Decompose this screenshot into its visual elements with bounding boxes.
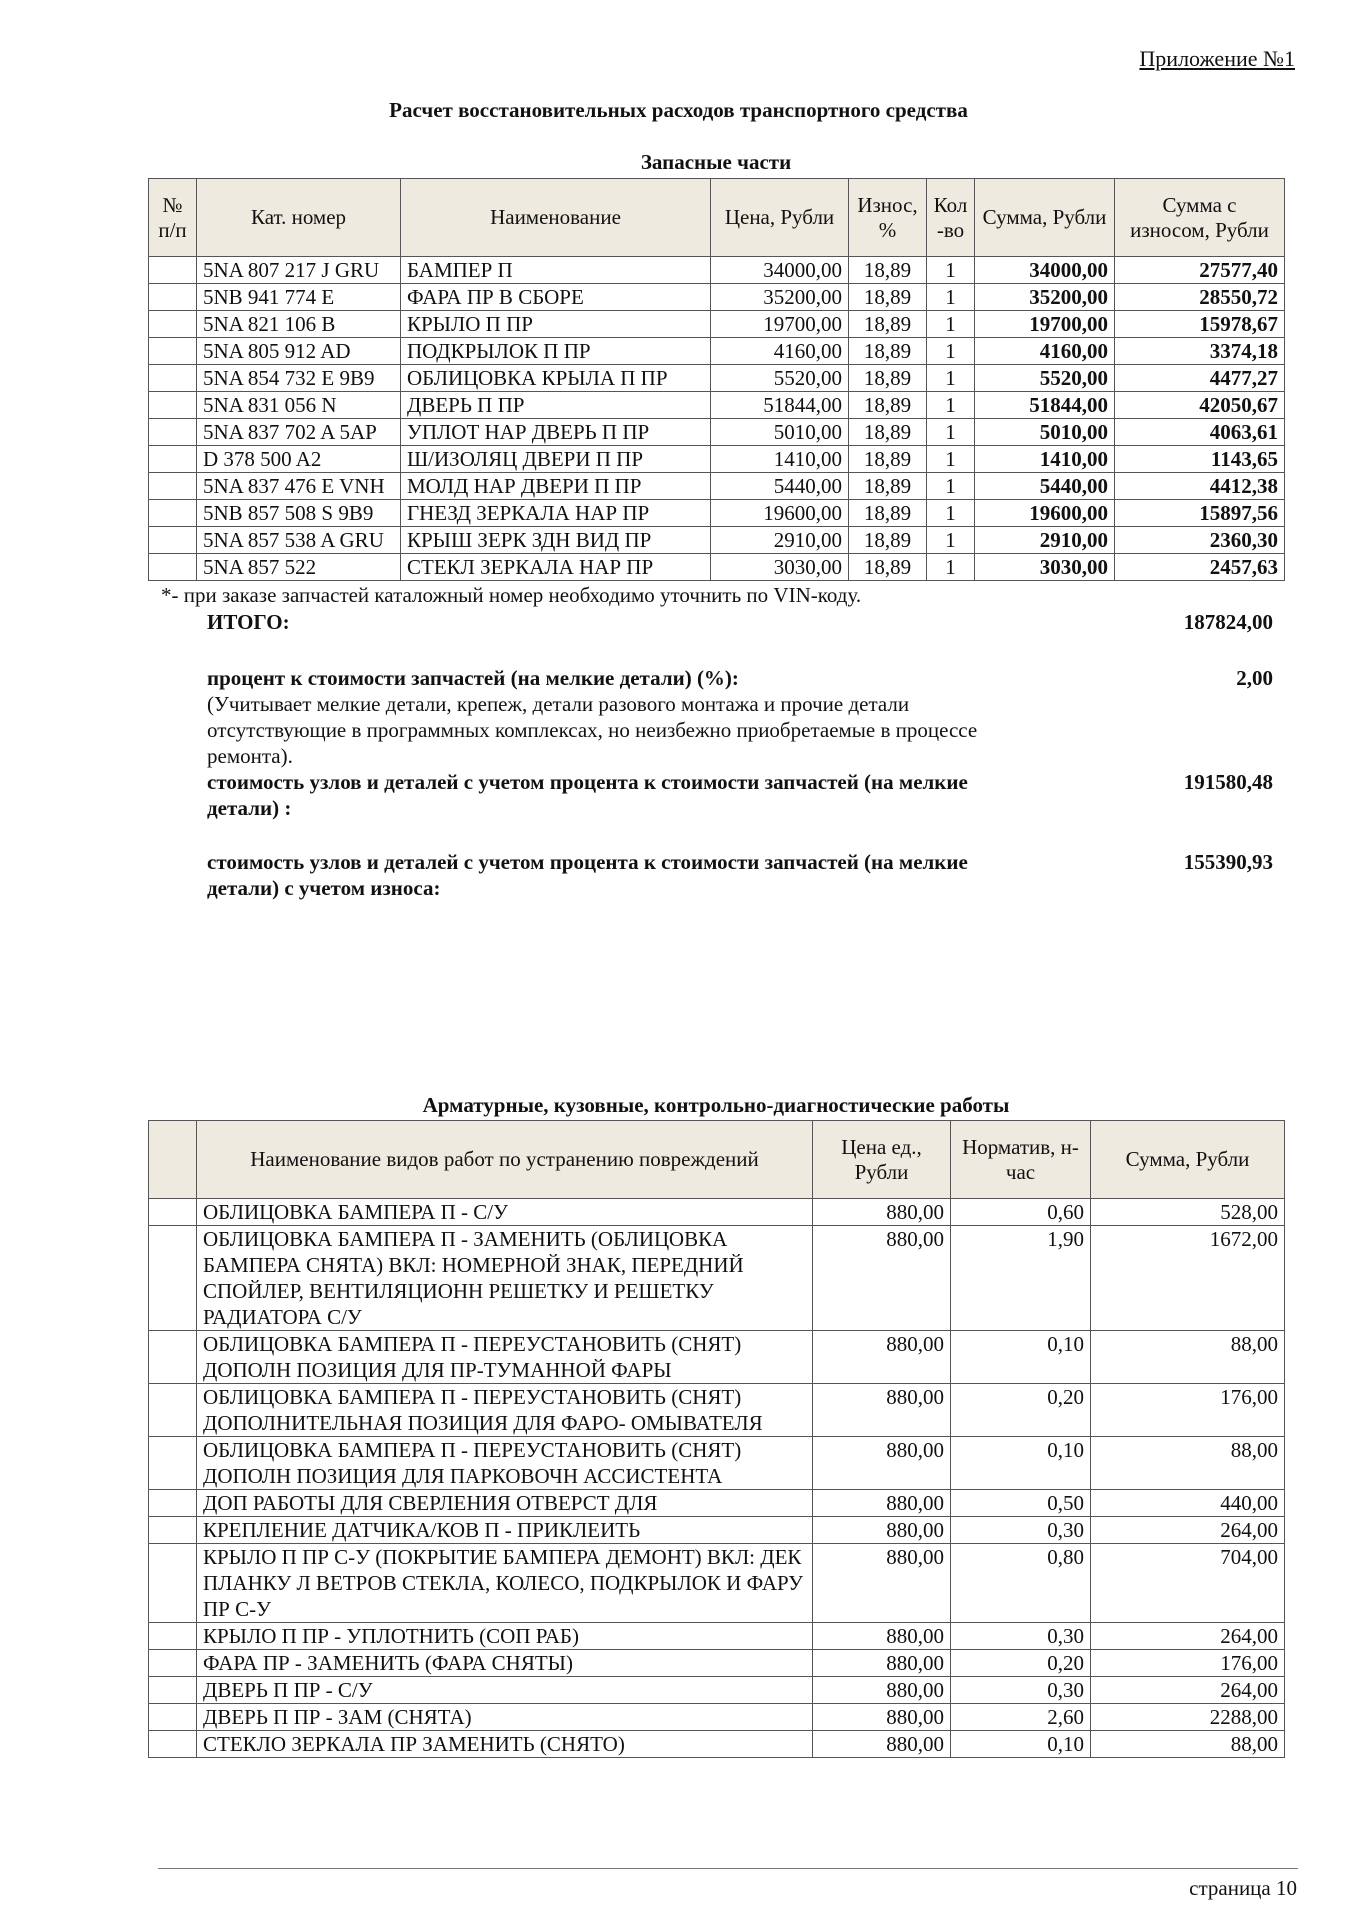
parts-cell-qty: 1 — [927, 257, 975, 284]
parts-cell-price: 3030,00 — [711, 554, 849, 581]
works-header-row — [149, 1121, 1285, 1199]
parts-cell-name: МОЛД НАР ДВЕРИ П ПР — [401, 473, 711, 500]
works-cell-blank — [149, 1490, 197, 1517]
works-cell-sum: 176,00 — [1091, 1650, 1285, 1677]
works-cell-name: ОБЛИЦОВКА БАМПЕРА П - ПЕРЕУСТАНОВИТЬ (СНЯТ) ДОПОЛН ПОЗИЦИЯ ДЛЯ ПР-ТУМАННОЙ ФАРЫ — [197, 1331, 813, 1384]
works-cell-name: ОБЛИЦОВКА БАМПЕРА П - ПЕРЕУСТАНОВИТЬ (СНЯТ) ДОПОЛН ПОЗИЦИЯ ДЛЯ ПАРКОВОЧН АССИСТЕНТА — [197, 1437, 813, 1490]
parts-cell-sum: 5520,00 — [975, 365, 1115, 392]
parts-cell-price: 4160,00 — [711, 338, 849, 365]
works-cell-name: КРЫЛО П ПР - УПЛОТНИТЬ (СОП РАБ) — [197, 1623, 813, 1650]
percent-note: (Учитывает мелкие детали, крепеж, детали разового монтажа и прочие детали отсутствующие в программных комплексах, но неизбежно приобретаемые в процессе ремонта). — [207, 692, 978, 768]
parts-footnote: *- при заказе запчастей каталожный номер необходимо уточнить по VIN-коду. — [161, 583, 862, 607]
works-cell-price: 880,00 — [813, 1517, 951, 1544]
works-cell-price: 880,00 — [813, 1623, 951, 1650]
works-row — [149, 1384, 1285, 1437]
parts-cell-name: ФАРА ПР В СБОРЕ — [401, 284, 711, 311]
parts-cell-wear: 18,89 — [849, 338, 927, 365]
page-title: Расчет восстановительных расходов транспортного средства — [389, 98, 968, 122]
works-cell-blank — [149, 1544, 197, 1623]
works-cell-sum: 88,00 — [1091, 1437, 1285, 1490]
parts-cell-sum: 35200,00 — [975, 284, 1115, 311]
works-cell-name: ДВЕРЬ П ПР - ЗАМ (СНЯТА) — [197, 1704, 813, 1731]
works-cell-price: 880,00 — [813, 1704, 951, 1731]
col-sum-wear: Сумма с износом, Рубли — [1115, 179, 1285, 257]
works-cell-blank — [149, 1331, 197, 1384]
parts-cell-qty: 1 — [927, 500, 975, 527]
col-price: Цена, Рубли — [711, 179, 849, 257]
parts-cell-cat: 5NB 941 774 E — [197, 284, 401, 311]
parts-cell-num — [149, 257, 197, 284]
parts-cell-sum-wear: 3374,18 — [1115, 338, 1285, 365]
works-row — [149, 1704, 1285, 1731]
parts-cell-cat: 5NA 857 538 A GRU — [197, 527, 401, 554]
works-row — [149, 1731, 1285, 1758]
parts-cell-cat: 5NB 857 508 S 9B9 — [197, 500, 401, 527]
parts-cell-qty: 1 — [927, 392, 975, 419]
parts-row — [149, 473, 1285, 500]
parts-cell-num — [149, 419, 197, 446]
works-cell-sum: 88,00 — [1091, 1331, 1285, 1384]
works-cell-blank — [149, 1704, 197, 1731]
works-cell-norm: 0,10 — [951, 1331, 1091, 1384]
works-cell-blank — [149, 1517, 197, 1544]
works-cell-sum: 440,00 — [1091, 1490, 1285, 1517]
works-row — [149, 1623, 1285, 1650]
works-cell-name: ОБЛИЦОВКА БАМПЕРА П - ЗАМЕНИТЬ (ОБЛИЦОВКА БАМПЕРА СНЯТА) ВКЛ: НОМЕРНОЙ ЗНАК, ПЕРЕДНИЙ СПОЙЛЕР, ВЕНТИЛЯЦИОНН РЕШЕТКУ И РЕШЕТКУ РАДИАТОРА С/У — [197, 1226, 813, 1331]
parts-cell-cat: 5NA 837 702 A 5AP — [197, 419, 401, 446]
parts-cell-num — [149, 338, 197, 365]
col-num: № п/п — [149, 179, 197, 257]
parts-cell-name: ГНЕЗД ЗЕРКАЛА НАР ПР — [401, 500, 711, 527]
works-cell-norm: 0,30 — [951, 1623, 1091, 1650]
parts-row — [149, 338, 1285, 365]
parts-cell-cat: 5NA 831 056 N — [197, 392, 401, 419]
parts-cell-sum-wear: 2360,30 — [1115, 527, 1285, 554]
works-cell-name: КРЕПЛЕНИЕ ДАТЧИКА/КОВ П - ПРИКЛЕИТЬ — [197, 1517, 813, 1544]
works-row — [149, 1650, 1285, 1677]
parts-cell-num — [149, 500, 197, 527]
works-cell-name: ОБЛИЦОВКА БАМПЕРА П - ПЕРЕУСТАНОВИТЬ (СНЯТ) ДОПОЛНИТЕЛЬНАЯ ПОЗИЦИЯ ДЛЯ ФАРО- ОМЫВАТЕЛЯ — [197, 1384, 813, 1437]
works-cell-price: 880,00 — [813, 1677, 951, 1704]
parts-cell-num — [149, 392, 197, 419]
parts-cell-sum: 3030,00 — [975, 554, 1115, 581]
parts-cell-qty: 1 — [927, 446, 975, 473]
parts-row — [149, 365, 1285, 392]
works-cell-sum: 704,00 — [1091, 1544, 1285, 1623]
works-cell-name: ДОП РАБОТЫ ДЛЯ СВЕРЛЕНИЯ ОТВЕРСТ ДЛЯ — [197, 1490, 813, 1517]
works-row — [149, 1199, 1285, 1226]
total-value: 187824,00 — [1183, 610, 1273, 634]
percent-value: 2,00 — [1236, 666, 1273, 690]
parts-table — [148, 178, 1285, 581]
parts-row — [149, 257, 1285, 284]
parts-cell-cat: 5NA 837 476 E VNH — [197, 473, 401, 500]
parts-cell-sum: 5010,00 — [975, 419, 1115, 446]
parts-cell-sum: 1410,00 — [975, 446, 1115, 473]
works-cell-norm: 2,60 — [951, 1704, 1091, 1731]
parts-cell-sum-wear: 4477,27 — [1115, 365, 1285, 392]
parts-row — [149, 500, 1285, 527]
parts-cell-price: 1410,00 — [711, 446, 849, 473]
works-cell-norm: 0,80 — [951, 1544, 1091, 1623]
works-cell-name: ФАРА ПР - ЗАМЕНИТЬ (ФАРА СНЯТЫ) — [197, 1650, 813, 1677]
parts-row — [149, 554, 1285, 581]
parts-cell-wear: 18,89 — [849, 527, 927, 554]
parts-cell-num — [149, 527, 197, 554]
parts-cell-sum-wear: 1143,65 — [1115, 446, 1285, 473]
parts-cell-sum-wear: 15978,67 — [1115, 311, 1285, 338]
parts-cell-sum-wear: 27577,40 — [1115, 257, 1285, 284]
parts-row — [149, 284, 1285, 311]
cost-label: стоимость узлов и деталей с учетом процента к стоимости запчастей (на мелкие детали) : — [207, 770, 968, 820]
works-cell-name: СТЕКЛО ЗЕРКАЛА ПР ЗАМЕНИТЬ (СНЯТО) — [197, 1731, 813, 1758]
works-cell-blank — [149, 1199, 197, 1226]
works-cell-blank — [149, 1437, 197, 1490]
works-cell-blank — [149, 1623, 197, 1650]
works-row — [149, 1490, 1285, 1517]
parts-cell-price: 2910,00 — [711, 527, 849, 554]
parts-row — [149, 446, 1285, 473]
works-cell-blank — [149, 1226, 197, 1331]
parts-cell-sum: 51844,00 — [975, 392, 1115, 419]
works-table — [148, 1120, 1285, 1758]
parts-cell-cat: 5NA 805 912 AD — [197, 338, 401, 365]
parts-cell-sum-wear: 42050,67 — [1115, 392, 1285, 419]
works-cell-norm: 0,20 — [951, 1650, 1091, 1677]
parts-cell-num — [149, 365, 197, 392]
appendix-label: Приложение №1 — [1139, 46, 1295, 71]
parts-cell-name: КРЫШ ЗЕРК ЗДН ВИД ПР — [401, 527, 711, 554]
works-cell-norm: 0,10 — [951, 1731, 1091, 1758]
parts-cell-price: 19700,00 — [711, 311, 849, 338]
parts-cell-price: 5520,00 — [711, 365, 849, 392]
works-cell-norm: 0,30 — [951, 1517, 1091, 1544]
works-cell-blank — [149, 1731, 197, 1758]
parts-cell-num — [149, 446, 197, 473]
works-row — [149, 1226, 1285, 1331]
works-cell-norm: 0,10 — [951, 1437, 1091, 1490]
parts-cell-name: БАМПЕР П — [401, 257, 711, 284]
parts-cell-sum-wear: 28550,72 — [1115, 284, 1285, 311]
works-row — [149, 1517, 1285, 1544]
parts-cell-num — [149, 554, 197, 581]
parts-cell-name: ДВЕРЬ П ПР — [401, 392, 711, 419]
works-col-price: Цена ед., Рубли — [813, 1121, 951, 1199]
parts-cell-price: 34000,00 — [711, 257, 849, 284]
col-qty: Кол -во — [927, 179, 975, 257]
works-cell-norm: 0,60 — [951, 1199, 1091, 1226]
parts-cell-qty: 1 — [927, 338, 975, 365]
works-section-title: Арматурные, кузовные, контрольно-диагностические работы — [422, 1093, 1010, 1117]
works-cell-sum: 176,00 — [1091, 1384, 1285, 1437]
cost-wear-label: стоимость узлов и деталей с учетом процента к стоимости запчастей (на мелкие детали) с учетом износа: — [207, 850, 968, 900]
parts-cell-qty: 1 — [927, 554, 975, 581]
parts-cell-name: ПОДКРЫЛОК П ПР — [401, 338, 711, 365]
works-cell-price: 880,00 — [813, 1226, 951, 1331]
works-cell-name: ДВЕРЬ П ПР - С/У — [197, 1677, 813, 1704]
percent-label: процент к стоимости запчастей (на мелкие детали) (%): — [207, 666, 739, 690]
parts-cell-wear: 18,89 — [849, 392, 927, 419]
works-cell-price: 880,00 — [813, 1731, 951, 1758]
parts-cell-num — [149, 473, 197, 500]
works-cell-norm: 0,20 — [951, 1384, 1091, 1437]
col-name: Наименование — [401, 179, 711, 257]
works-cell-price: 880,00 — [813, 1490, 951, 1517]
parts-cell-price: 19600,00 — [711, 500, 849, 527]
parts-cell-cat: 5NA 807 217 J GRU — [197, 257, 401, 284]
page-number: страница 10 — [1189, 1876, 1297, 1900]
works-cell-sum: 1672,00 — [1091, 1226, 1285, 1331]
col-sum: Сумма, Рубли — [975, 179, 1115, 257]
works-row — [149, 1544, 1285, 1623]
parts-cell-price: 35200,00 — [711, 284, 849, 311]
parts-cell-sum-wear: 4412,38 — [1115, 473, 1285, 500]
parts-cell-sum: 5440,00 — [975, 473, 1115, 500]
parts-cell-name: УПЛОТ НАР ДВЕРЬ П ПР — [401, 419, 711, 446]
parts-cell-qty: 1 — [927, 473, 975, 500]
parts-cell-price: 5440,00 — [711, 473, 849, 500]
works-cell-sum: 528,00 — [1091, 1199, 1285, 1226]
parts-cell-sum: 2910,00 — [975, 527, 1115, 554]
total-label: ИТОГО: — [207, 610, 290, 634]
parts-cell-sum-wear: 4063,61 — [1115, 419, 1285, 446]
parts-cell-sum: 34000,00 — [975, 257, 1115, 284]
works-row — [149, 1331, 1285, 1384]
parts-cell-price: 5010,00 — [711, 419, 849, 446]
parts-cell-wear: 18,89 — [849, 500, 927, 527]
works-cell-price: 880,00 — [813, 1437, 951, 1490]
parts-row — [149, 527, 1285, 554]
works-cell-blank — [149, 1677, 197, 1704]
parts-cell-cat: 5NA 854 732 E 9B9 — [197, 365, 401, 392]
parts-cell-name: ОБЛИЦОВКА КРЫЛА П ПР — [401, 365, 711, 392]
parts-row — [149, 392, 1285, 419]
works-col-sum: Сумма, Рубли — [1091, 1121, 1285, 1199]
works-cell-price: 880,00 — [813, 1384, 951, 1437]
parts-cell-price: 51844,00 — [711, 392, 849, 419]
works-cell-sum: 264,00 — [1091, 1517, 1285, 1544]
parts-cell-qty: 1 — [927, 311, 975, 338]
cost-wear-value: 155390,93 — [1183, 850, 1273, 874]
parts-cell-wear: 18,89 — [849, 473, 927, 500]
parts-cell-sum-wear: 15897,56 — [1115, 500, 1285, 527]
parts-cell-wear: 18,89 — [849, 311, 927, 338]
works-row — [149, 1437, 1285, 1490]
works-cell-norm: 0,50 — [951, 1490, 1091, 1517]
works-cell-name: КРЫЛО П ПР С-У (ПОКРЫТИЕ БАМПЕРА ДЕМОНТ) ВКЛ: ДЕК ПЛАНКУ Л ВЕТРОВ СТЕКЛА, КОЛЕСО, ПОДКРЫЛОК И ФАРУ ПР С-У — [197, 1544, 813, 1623]
col-wear: Износ, % — [849, 179, 927, 257]
footer-divider — [158, 1868, 1298, 1869]
works-cell-name: ОБЛИЦОВКА БАМПЕРА П - С/У — [197, 1199, 813, 1226]
works-cell-blank — [149, 1384, 197, 1437]
parts-cell-sum: 19600,00 — [975, 500, 1115, 527]
works-cell-sum: 2288,00 — [1091, 1704, 1285, 1731]
parts-cell-name: Ш/ИЗОЛЯЦ ДВЕРИ П ПР — [401, 446, 711, 473]
parts-header-row — [149, 179, 1285, 257]
parts-cell-qty: 1 — [927, 365, 975, 392]
parts-cell-cat: 5NA 857 522 — [197, 554, 401, 581]
parts-row — [149, 419, 1285, 446]
parts-cell-qty: 1 — [927, 419, 975, 446]
works-cell-sum: 264,00 — [1091, 1677, 1285, 1704]
works-col-name: Наименование видов работ по устранению повреждений — [197, 1121, 813, 1199]
parts-cell-cat: 5NA 821 106 B — [197, 311, 401, 338]
parts-cell-wear: 18,89 — [849, 419, 927, 446]
parts-cell-num — [149, 311, 197, 338]
parts-cell-name: КРЫЛО П ПР — [401, 311, 711, 338]
works-cell-norm: 1,90 — [951, 1226, 1091, 1331]
works-cell-sum: 264,00 — [1091, 1623, 1285, 1650]
works-col-blank — [149, 1121, 197, 1199]
parts-cell-wear: 18,89 — [849, 365, 927, 392]
cost-value: 191580,48 — [1183, 770, 1273, 794]
works-cell-price: 880,00 — [813, 1650, 951, 1677]
parts-cell-qty: 1 — [927, 527, 975, 554]
works-col-norm: Норматив, н-час — [951, 1121, 1091, 1199]
parts-cell-qty: 1 — [927, 284, 975, 311]
works-cell-price: 880,00 — [813, 1544, 951, 1623]
parts-section-title: Запасные части — [640, 150, 792, 174]
works-cell-price: 880,00 — [813, 1331, 951, 1384]
parts-cell-wear: 18,89 — [849, 446, 927, 473]
works-cell-norm: 0,30 — [951, 1677, 1091, 1704]
parts-cell-wear: 18,89 — [849, 554, 927, 581]
parts-cell-cat: D 378 500 A2 — [197, 446, 401, 473]
col-cat: Кат. номер — [197, 179, 401, 257]
parts-cell-wear: 18,89 — [849, 257, 927, 284]
parts-cell-sum: 4160,00 — [975, 338, 1115, 365]
works-row — [149, 1677, 1285, 1704]
parts-row — [149, 311, 1285, 338]
parts-cell-sum: 19700,00 — [975, 311, 1115, 338]
parts-cell-num — [149, 284, 197, 311]
parts-cell-wear: 18,89 — [849, 284, 927, 311]
parts-cell-sum-wear: 2457,63 — [1115, 554, 1285, 581]
works-cell-price: 880,00 — [813, 1199, 951, 1226]
works-cell-sum: 88,00 — [1091, 1731, 1285, 1758]
works-cell-blank — [149, 1650, 197, 1677]
parts-cell-name: СТЕКЛ ЗЕРКАЛА НАР ПР — [401, 554, 711, 581]
